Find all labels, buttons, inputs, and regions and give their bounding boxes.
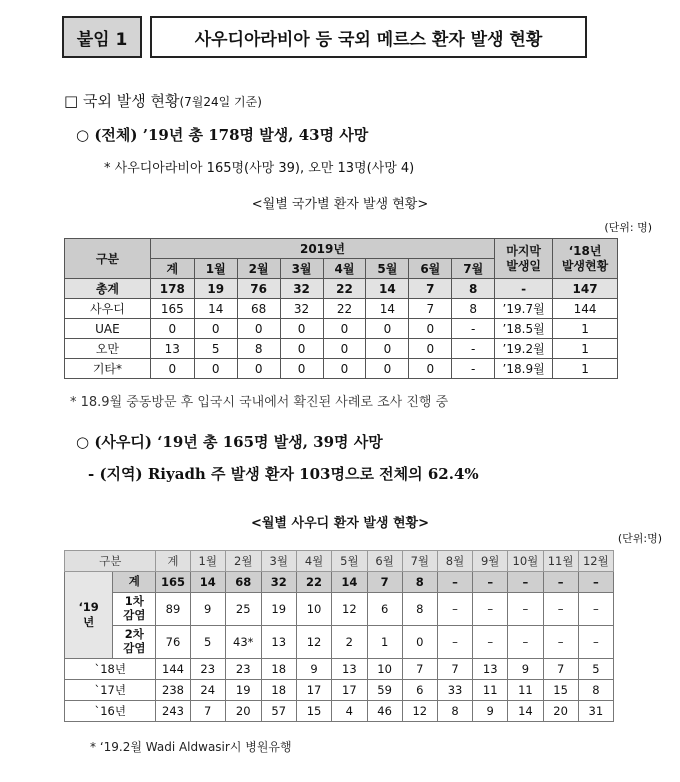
table-cell: – <box>543 593 578 626</box>
summary-bullet <box>76 124 368 145</box>
column-header: 6월 <box>367 551 402 572</box>
column-header: 10월 <box>508 551 543 572</box>
table-cell: 0 <box>280 319 323 339</box>
table-cell: 17 <box>296 680 331 701</box>
table-row <box>65 339 618 359</box>
table-cell: 0 <box>237 319 280 339</box>
table-cell: 89 <box>156 593 190 626</box>
table-cell: 8 <box>237 339 280 359</box>
table-cell: 0 <box>366 319 409 339</box>
column-header: 7월 <box>402 551 437 572</box>
table-cell: 8 <box>452 299 495 319</box>
row-label: 총계 <box>65 279 151 299</box>
month-header: 2월 <box>237 259 280 279</box>
table-cell: 0 <box>366 359 409 379</box>
table-cell: – <box>578 593 613 626</box>
table-cell: 68 <box>237 299 280 319</box>
year-header: 2019년 <box>150 239 494 259</box>
table-cell: 12 <box>332 593 367 626</box>
table-cell: 144 <box>553 299 618 319</box>
table-row <box>65 572 614 593</box>
table-cell: 32 <box>280 299 323 319</box>
table-cell: 9 <box>190 593 225 626</box>
table-cell: 10 <box>367 659 402 680</box>
table-cell: 14 <box>332 572 367 593</box>
table-cell: 1 <box>553 339 618 359</box>
table-cell: 76 <box>237 279 280 299</box>
table-cell: 57 <box>261 701 296 722</box>
table-cell: 0 <box>409 359 452 379</box>
table-cell: 18 <box>261 659 296 680</box>
row-label: `17년 <box>65 680 156 701</box>
saudi-summary-bullet <box>76 431 383 452</box>
table-cell: 238 <box>156 680 190 701</box>
table-cell: 7 <box>367 572 402 593</box>
table-cell: 31 <box>578 701 613 722</box>
row-label: 2차 감염 <box>113 626 156 659</box>
table-cell: 13 <box>261 626 296 659</box>
document-title: 사우디아라비아 등 국외 메르스 환자 발생 현황 <box>150 16 587 58</box>
table-cell: 1 <box>553 359 618 379</box>
month-header: 3월 <box>280 259 323 279</box>
table-row <box>65 359 618 379</box>
column-header: 12월 <box>578 551 613 572</box>
row-label: `18년 <box>65 659 156 680</box>
table-cell: - <box>495 279 553 299</box>
saudi-summary-text: (사우디) ‘19년 총 165명 발생, 39명 사망 <box>94 433 383 451</box>
circle-bullet-icon: ○ <box>76 433 90 451</box>
column-header: 5월 <box>332 551 367 572</box>
column-header: 계 <box>156 551 190 572</box>
table-cell: 7 <box>543 659 578 680</box>
table-row <box>65 279 618 299</box>
row-label: 사우디 <box>65 299 151 319</box>
table-cell: ’19.2월 <box>495 339 553 359</box>
table-cell: 11 <box>473 680 508 701</box>
table-cell: 14 <box>190 572 225 593</box>
table-cell: 25 <box>225 593 261 626</box>
table-cell: 0 <box>323 359 366 379</box>
table-cell: - <box>452 319 495 339</box>
table-cell: 24 <box>190 680 225 701</box>
table-cell: 1 <box>367 626 402 659</box>
table-cell: – <box>543 626 578 659</box>
table-cell: - <box>452 359 495 379</box>
table-cell: 8 <box>578 680 613 701</box>
table-cell: 19 <box>225 680 261 701</box>
table-cell: 59 <box>367 680 402 701</box>
month-header: 5월 <box>366 259 409 279</box>
table-cell: 178 <box>150 279 194 299</box>
table-cell: 0 <box>323 319 366 339</box>
table-cell: 68 <box>225 572 261 593</box>
row-label: 기타* <box>65 359 151 379</box>
table-row <box>65 680 614 701</box>
section-heading <box>64 90 262 111</box>
table-cell: 0 <box>194 319 237 339</box>
table-cell: 7 <box>402 659 437 680</box>
checkbox-square-icon: □ <box>64 92 79 110</box>
table-cell: – <box>437 626 472 659</box>
table-cell: 0 <box>280 359 323 379</box>
table-cell: 8 <box>402 572 437 593</box>
table-cell: 7 <box>409 279 452 299</box>
prev-year-header: ‘18년 발생현황 <box>553 239 618 279</box>
table-cell: 22 <box>323 279 366 299</box>
table-cell: 8 <box>402 593 437 626</box>
table2-caption: <월별 사우디 환자 발생 현황> <box>250 516 430 531</box>
table-cell: 14 <box>508 701 543 722</box>
table-cell: 0 <box>409 319 452 339</box>
table-cell: 0 <box>150 359 194 379</box>
column-header: 2월 <box>225 551 261 572</box>
table-cell: ’19.7월 <box>495 299 553 319</box>
table-cell: – <box>508 593 543 626</box>
summary-detail: * 사우디아라비아 165명(사망 39), 오만 13명(사망 4) <box>104 161 415 176</box>
column-header: 9월 <box>473 551 508 572</box>
table-cell: – <box>508 572 543 593</box>
table-cell: 8 <box>437 701 472 722</box>
table-cell: 5 <box>190 626 225 659</box>
table1-footnote: * 18.9월 중동방문 후 입국시 국내에서 확진된 사례로 조사 진행 중 <box>70 395 449 410</box>
table-cell: 14 <box>366 299 409 319</box>
row-label: `16년 <box>65 701 156 722</box>
section-label: 국외 발생 현황 <box>82 92 180 110</box>
table-cell: 20 <box>225 701 261 722</box>
table-cell: 0 <box>323 339 366 359</box>
table-cell: – <box>437 572 472 593</box>
table-cell: 144 <box>156 659 190 680</box>
table-cell: 0 <box>409 339 452 359</box>
table-cell: ’18.9월 <box>495 359 553 379</box>
table-row <box>65 593 614 626</box>
table-cell: 7 <box>190 701 225 722</box>
table-cell: 33 <box>437 680 472 701</box>
table-cell: 12 <box>296 626 331 659</box>
summary-text: (전체) ’19년 총 178명 발생, 43명 사망 <box>94 126 369 144</box>
table-cell: – <box>578 572 613 593</box>
table2-footnote: * ‘19.2월 Wadi Aldwasir시 병원유행 <box>90 740 292 754</box>
column-header: 구분 <box>65 551 156 572</box>
table-cell: 76 <box>156 626 190 659</box>
table-cell: 23 <box>225 659 261 680</box>
table-cell: 165 <box>156 572 190 593</box>
column-header: 3월 <box>261 551 296 572</box>
row-label: 1차 감염 <box>113 593 156 626</box>
saudi-monthly-table <box>64 550 614 722</box>
table-cell: 0 <box>402 626 437 659</box>
attachment-tag: 붙임 1 <box>62 16 142 58</box>
table-cell: 13 <box>473 659 508 680</box>
row-label: 계 <box>113 572 156 593</box>
table-cell: – <box>437 593 472 626</box>
table-row <box>65 319 618 339</box>
column-header: 1월 <box>190 551 225 572</box>
circle-bullet-icon: ○ <box>76 126 90 144</box>
table-row <box>65 626 614 659</box>
table-cell: – <box>543 572 578 593</box>
table-cell: 0 <box>150 319 194 339</box>
table-cell: 12 <box>402 701 437 722</box>
table-cell: 165 <box>150 299 194 319</box>
table-cell: 6 <box>367 593 402 626</box>
table-cell: 19 <box>194 279 237 299</box>
table-cell: 10 <box>296 593 331 626</box>
table-cell: 15 <box>543 680 578 701</box>
month-header: 6월 <box>409 259 452 279</box>
table-cell: 5 <box>578 659 613 680</box>
table-cell: 22 <box>296 572 331 593</box>
table-cell: 43* <box>225 626 261 659</box>
table-cell: 32 <box>261 572 296 593</box>
table-cell: 5 <box>194 339 237 359</box>
row-label: UAE <box>65 319 151 339</box>
region-text: - (지역) Riyadh 주 발생 환자 103명으로 전체의 62.4% <box>88 465 479 483</box>
table-cell: 0 <box>194 359 237 379</box>
table-cell: 46 <box>367 701 402 722</box>
table1-caption: <월별 국가별 환자 발생 현황> <box>251 197 429 212</box>
year-label: ‘19년 <box>65 572 113 659</box>
table-cell: 0 <box>280 339 323 359</box>
table-cell: 1 <box>553 319 618 339</box>
table-cell: 9 <box>508 659 543 680</box>
table-cell: – <box>473 572 508 593</box>
table-cell: 32 <box>280 279 323 299</box>
month-header: 계 <box>150 259 194 279</box>
table-cell: – <box>473 593 508 626</box>
table-cell: 14 <box>366 279 409 299</box>
table-cell: 2 <box>332 626 367 659</box>
column-header: 11월 <box>543 551 578 572</box>
last-date-header: 마지막 발생일 <box>495 239 553 279</box>
column-header: 4월 <box>296 551 331 572</box>
table-cell: 6 <box>402 680 437 701</box>
table-cell: - <box>452 339 495 359</box>
table-cell: ’18.5월 <box>495 319 553 339</box>
header-row <box>65 551 614 572</box>
table-cell: 13 <box>150 339 194 359</box>
table-cell: 7 <box>409 299 452 319</box>
col-group-header: 구분 <box>65 239 151 279</box>
table-cell: 8 <box>452 279 495 299</box>
table-cell: 243 <box>156 701 190 722</box>
date-note: (7월24일 기준) <box>179 95 262 109</box>
table-row <box>65 299 618 319</box>
table-cell: 11 <box>508 680 543 701</box>
table-cell: 7 <box>437 659 472 680</box>
table-cell: – <box>508 626 543 659</box>
table-cell: 13 <box>332 659 367 680</box>
table-row <box>65 659 614 680</box>
table-cell: 19 <box>261 593 296 626</box>
month-header: 4월 <box>323 259 366 279</box>
table-cell: 18 <box>261 680 296 701</box>
row-label: 오만 <box>65 339 151 359</box>
month-header: 1월 <box>194 259 237 279</box>
table-cell: 0 <box>237 359 280 379</box>
month-header: 7월 <box>452 259 495 279</box>
table-cell: 20 <box>543 701 578 722</box>
table-cell: – <box>578 626 613 659</box>
table1-unit: (단위: 명) <box>604 221 652 234</box>
table-cell: 4 <box>332 701 367 722</box>
table-cell: 17 <box>332 680 367 701</box>
table-cell: 14 <box>194 299 237 319</box>
column-header: 8월 <box>437 551 472 572</box>
table-cell: 22 <box>323 299 366 319</box>
table-cell: 147 <box>553 279 618 299</box>
table-cell: 15 <box>296 701 331 722</box>
table-cell: 9 <box>473 701 508 722</box>
table-cell: – <box>473 626 508 659</box>
table-row <box>65 701 614 722</box>
table-cell: 0 <box>366 339 409 359</box>
table-cell: 9 <box>296 659 331 680</box>
table-cell: 23 <box>190 659 225 680</box>
table2-unit: (단위:명) <box>617 532 662 545</box>
country-monthly-table <box>64 238 618 379</box>
